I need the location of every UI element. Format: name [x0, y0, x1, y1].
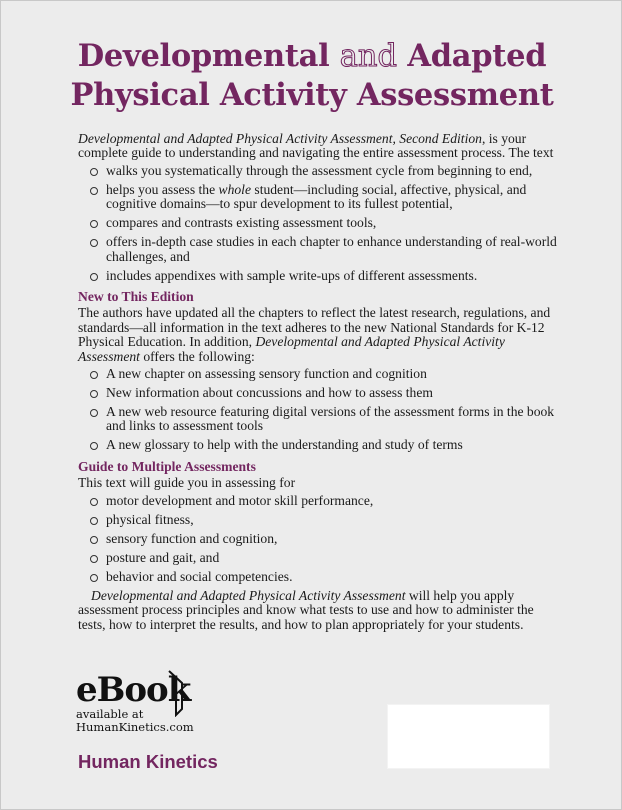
ebook-wordmark [76, 670, 194, 710]
circle-bullet-icon [90, 187, 98, 195]
ebook-url: HumanKinetics.com [76, 720, 194, 734]
list-item-text: walks you systematically through the assessment cycle from beginning to end, [106, 162, 533, 178]
section-heading-guide: Guide to Multiple Assessments [78, 458, 256, 474]
intro-paragraph [78, 132, 558, 161]
ebook-word: eBook [76, 670, 191, 710]
new-edition-paragraph [78, 306, 558, 364]
list-item-text: physical fitness, [106, 511, 194, 527]
title-line-1 [1, 37, 622, 76]
list-item [78, 216, 558, 230]
title-line-2: Physical Activity Assessment [70, 77, 554, 113]
section-heading-new-edition: New to This Edition [78, 289, 194, 305]
list-item-emphasis: whole [218, 181, 251, 197]
list-item [78, 513, 558, 527]
circle-bullet-icon [90, 442, 98, 450]
circle-bullet-icon [90, 574, 98, 582]
list-item-text: includes appendixes with sample write-ups of different assessments. [106, 267, 478, 283]
closing-text: will help you apply assessment process principles and know what tests to use and how to administer the tests, how to interpret the results, and how to plan appropriately for your students. [78, 587, 534, 632]
list-item-text: behavior and social competencies. [106, 568, 293, 584]
closing-paragraph [78, 589, 558, 632]
list-item-text: compares and contrasts existing assessment tools, [106, 215, 377, 231]
intro-book-title: Developmental and Adapted Physical Activity Assessment, Second Edition [78, 131, 482, 146]
list-item [78, 405, 558, 434]
list-item-text: A new glossary to help with the understanding and study of terms [106, 437, 463, 453]
list-item [78, 367, 558, 381]
circle-bullet-icon [90, 168, 98, 176]
circle-bullet-icon [90, 273, 98, 281]
list-item [78, 269, 558, 283]
intro-bullet-list [78, 164, 558, 283]
list-item [78, 235, 558, 264]
circle-bullet-icon [90, 409, 98, 417]
paragraph-text: offers the following: [139, 348, 255, 364]
circle-bullet-icon [90, 555, 98, 563]
paragraph-text: The authors have updated all the chapters to reflect the latest research, regulations, and standards—all information in the text adheres to the new National Standards for K-12 Physical Education. In addition, [78, 305, 551, 350]
barcode-area [387, 704, 550, 769]
list-item [78, 164, 558, 178]
list-item-text: A new web resource featuring digital versions of the assessment forms in the book and links to assessment tools [106, 404, 555, 434]
intro-text: , is your complete guide to understanding and navigating the entire assessment process. The text [78, 131, 554, 161]
list-item [78, 532, 558, 546]
circle-bullet-icon [90, 517, 98, 525]
circle-bullet-icon [90, 390, 98, 398]
list-item [78, 438, 558, 452]
list-item [78, 183, 558, 212]
paragraph-book-title: Developmental and Adapted Physical Activity Assessment [78, 334, 505, 364]
list-item [78, 494, 558, 508]
description-body [78, 132, 558, 632]
circle-bullet-icon [90, 371, 98, 379]
list-item-text: motor development and motor skill performance, [106, 492, 374, 508]
list-item [78, 386, 558, 400]
list-item [78, 570, 558, 584]
circle-bullet-icon [90, 239, 98, 247]
closing-book-title: Developmental and Adapted Physical Activity Assessment [91, 587, 406, 603]
circle-bullet-icon [90, 498, 98, 506]
list-item-text: sensory function and cognition, [106, 530, 278, 546]
list-item-text: A new chapter on assessing sensory function and cognition [106, 366, 427, 382]
circle-bullet-icon [90, 220, 98, 228]
title-word-and: and [339, 39, 398, 74]
list-item-text: New information about concussions and how to assess them [106, 385, 433, 401]
guide-intro: This text will guide you in assessing for [78, 475, 296, 491]
new-edition-bullet-list [78, 367, 558, 453]
list-item-text: offers in-depth case studies in each chapter to enhance understanding of real-world challenges, and [106, 234, 557, 264]
circle-bullet-icon [90, 536, 98, 544]
ebook-line-1: available at [76, 707, 144, 721]
list-item-text: student—including social, affective, physical, and cognitive domains—to spur development to its fullest potential, [106, 181, 527, 212]
list-item-text: helps you assess the [106, 181, 219, 197]
title-word-adapted: Adapted [407, 38, 547, 74]
list-item [78, 551, 558, 565]
book-title [1, 37, 622, 114]
ebook-badge [76, 670, 194, 734]
guide-bullet-list [78, 494, 558, 584]
list-item-text: posture and gait, and [106, 549, 220, 565]
publisher-logo: Human Kinetics [78, 751, 218, 772]
title-word-developmental: Developmental [77, 38, 330, 74]
page-bracket-icon [168, 669, 184, 717]
